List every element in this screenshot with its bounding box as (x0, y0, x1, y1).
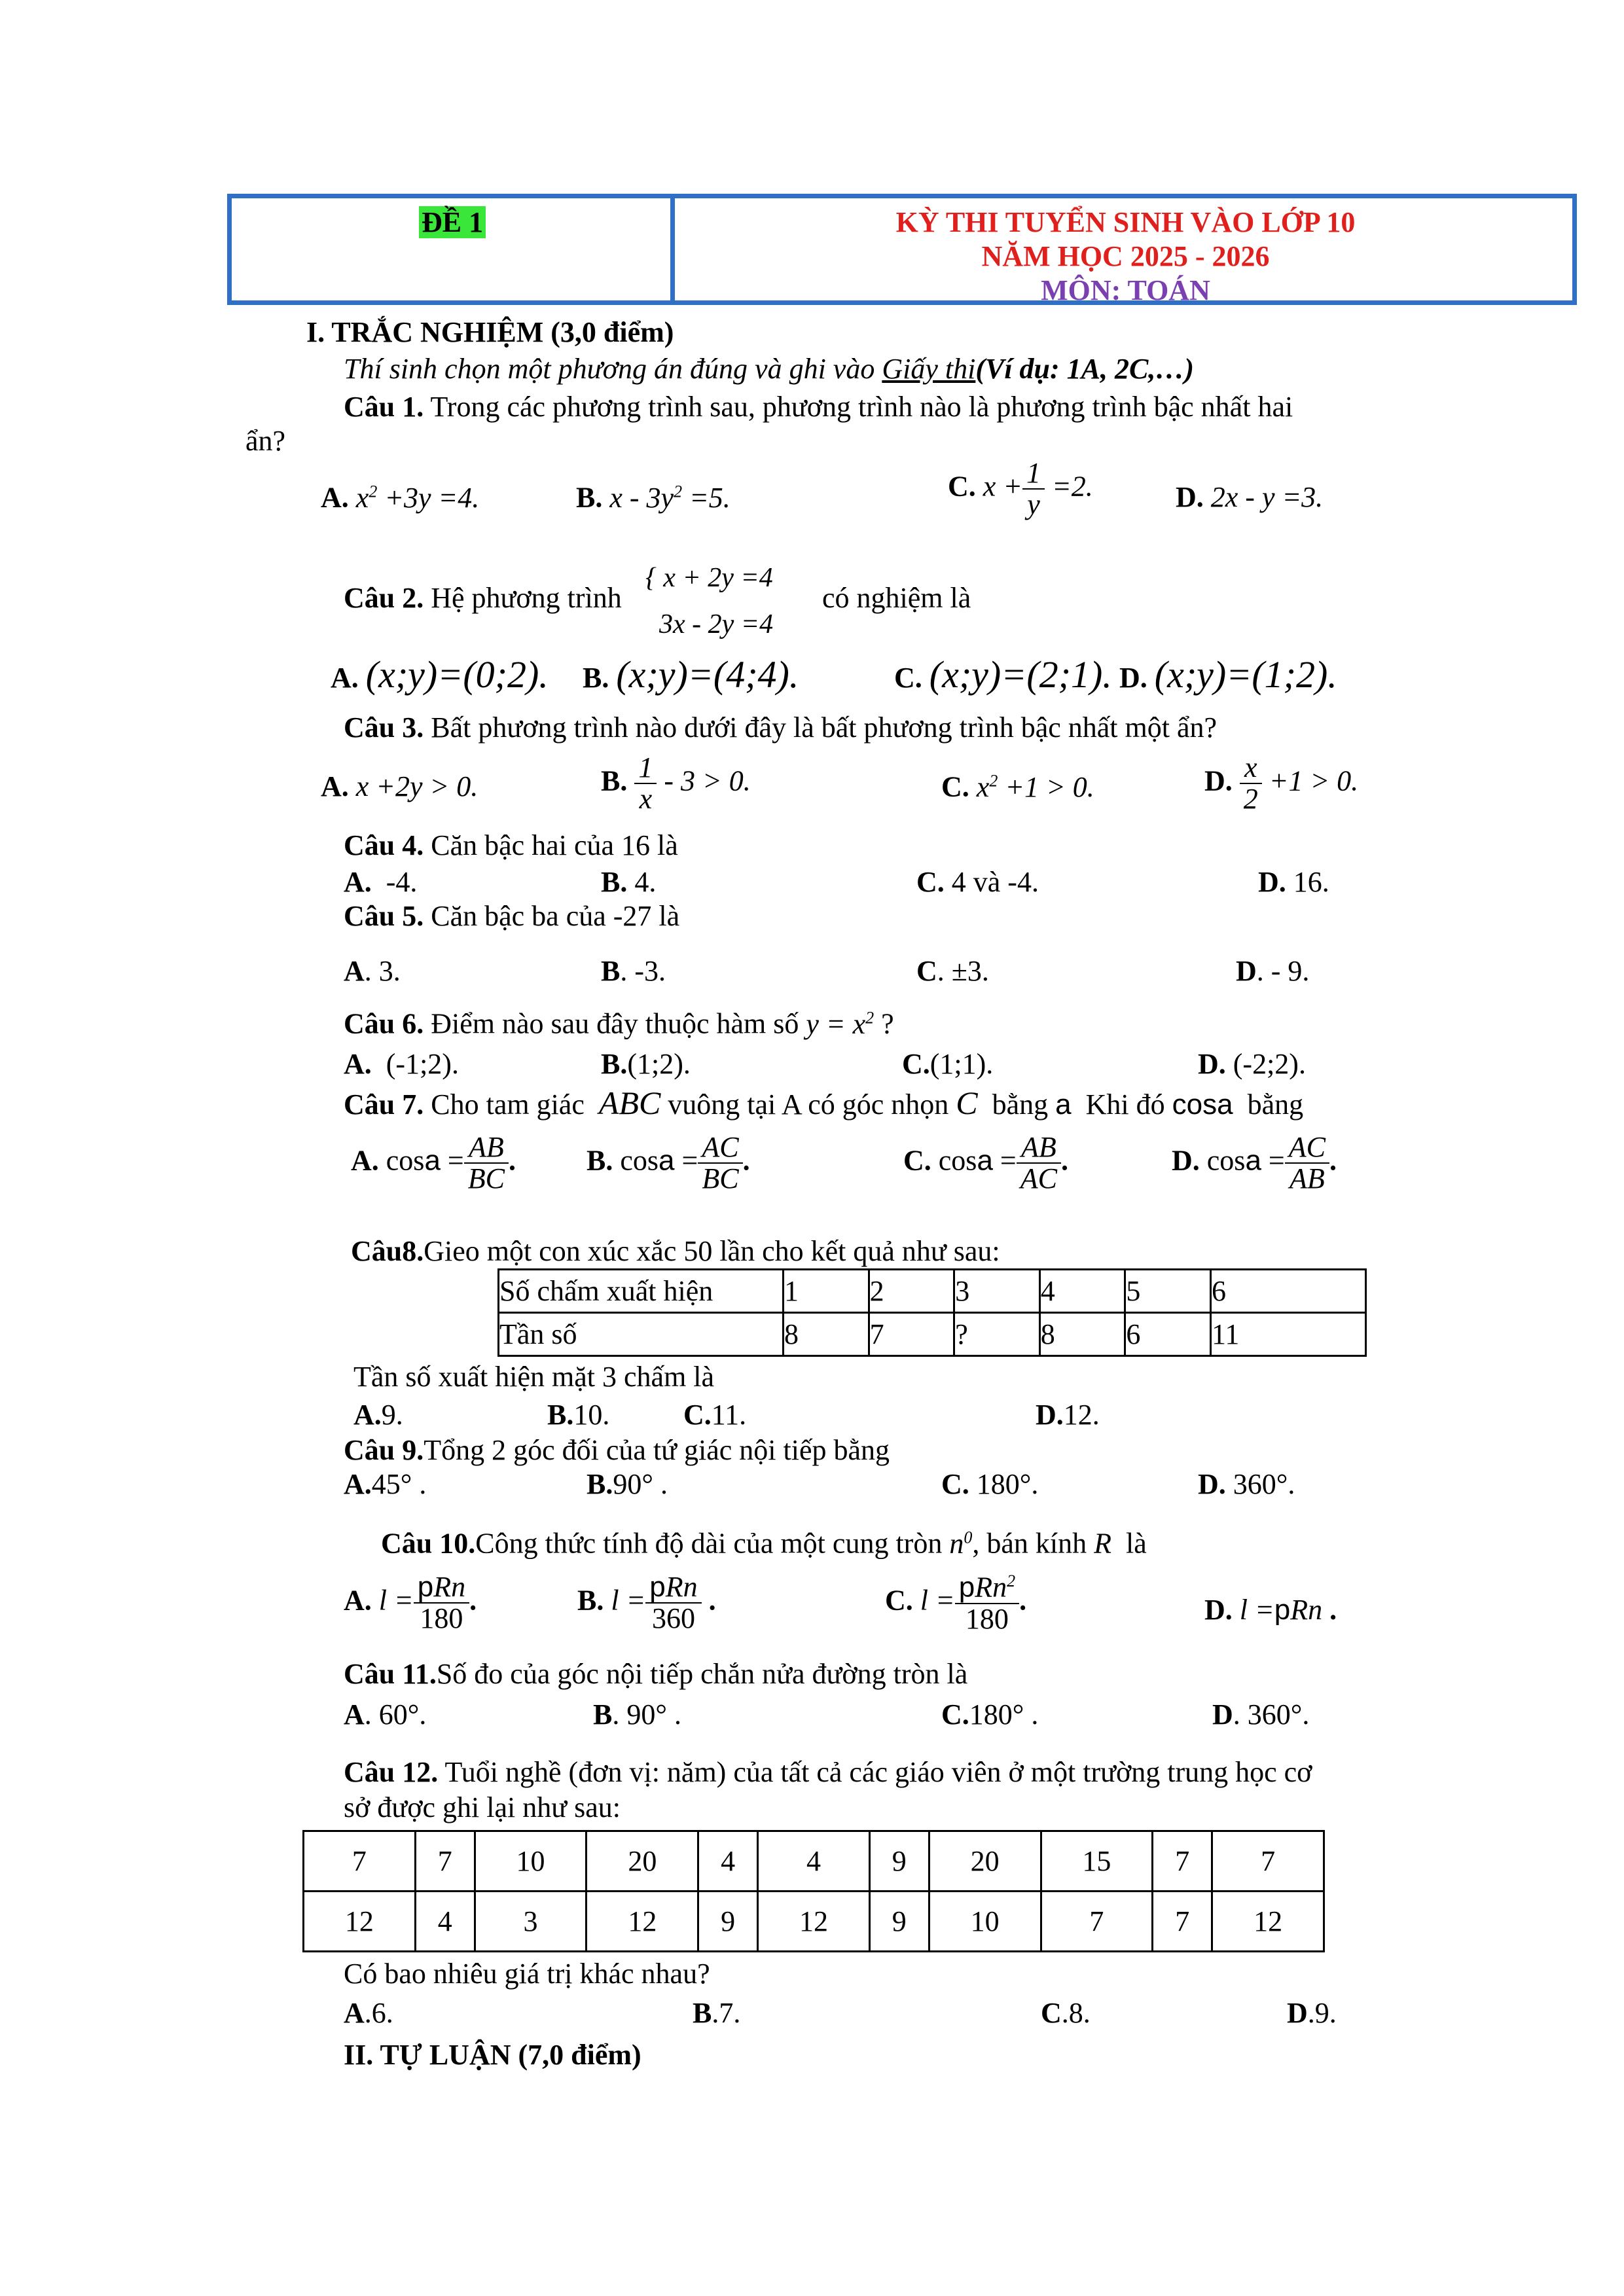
table-cell: 10 (475, 1831, 586, 1892)
table-cell: 8 (1039, 1313, 1125, 1356)
q4-option-d: D. 16. (1258, 866, 1329, 898)
q11-stem: Câu 11.Số đo của góc nội tiếp chắn nửa đường tròn là (344, 1658, 968, 1690)
table-cell: 20 (586, 1831, 698, 1892)
q6-option-c: C.(1;1). (902, 1048, 994, 1080)
school-year: NĂM HỌC 2025 - 2026 (981, 240, 1270, 272)
q9-option-b: B.90° . (586, 1468, 668, 1500)
section-2-title: II. TỰ LUẬN (7,0 điểm) (344, 2039, 641, 2071)
exam-code: ĐỀ 1 (419, 208, 486, 237)
q8-option-c: C.11. (683, 1399, 747, 1431)
table-cell: 4 (1039, 1270, 1125, 1313)
table-cell: 7 (869, 1313, 954, 1356)
q3-stem: Câu 3. Bất phương trình nào dưới đây là bất phương trình bậc nhất một ẩn? (344, 711, 1218, 744)
q6-option-a: A. (-1;2). (344, 1048, 459, 1080)
q1-stem: Câu 1. Trong các phương trình sau, phương trình nào là phương trình bậc nhất hai (344, 391, 1293, 423)
q6-option-d: D. (-2;2). (1198, 1048, 1306, 1080)
table-cell: 11 (1210, 1313, 1365, 1356)
q10-option-c: C. l = $\frac{pRn^2}{180}$ . (885, 1571, 1027, 1635)
table-cell: 12 (758, 1892, 870, 1952)
table-cell: 6 (1210, 1270, 1365, 1313)
q2-stem-cont: có nghiệm là (822, 582, 971, 614)
q2-stem: Câu 2. Hệ phương trình (344, 582, 622, 614)
table-cell: 7 (415, 1831, 475, 1892)
q8-option-a: A.9. (353, 1399, 403, 1431)
table-cell: 3 (954, 1270, 1040, 1313)
q1-option-b: B. $x - 3y^2 =5$. (576, 481, 731, 514)
q3-option-d: D. $\frac{x}{2}$ +1 > 0. (1204, 751, 1359, 816)
q9-stem: Câu 9.Tổng 2 góc đối của tứ giác nội tiếp bằng (344, 1434, 890, 1466)
q2-option-a: A. (x;y)=(0;2). (331, 653, 549, 696)
q11-option-d: D. 360°. (1212, 1698, 1310, 1731)
q6-stem: Câu 6. Điểm nào sau đây thuộc hàm số $y = x^2$ ? (344, 1007, 894, 1040)
table-cell: Tần số (499, 1313, 784, 1356)
q3-option-b: B. $\frac{1}{x}$ - 3 > 0. (601, 751, 751, 816)
q5-stem: Câu 5. Căn bậc ba của -27 là (344, 900, 680, 932)
q4-stem: Câu 4. Căn bậc hai của 16 là (344, 829, 678, 861)
q12-option-d: D.9. (1287, 1997, 1337, 2029)
q10-option-a: A. l = $\frac{\text{pRn}}{180}$ . (344, 1571, 477, 1635)
q1-stem-cont: ẩn? (245, 425, 286, 457)
q5-option-b: B. -3. (601, 955, 666, 987)
dice-table (497, 1268, 1367, 1357)
q6-option-b: B.(1;2). (601, 1048, 691, 1080)
table-cell: Số chấm xuất hiện (499, 1270, 784, 1313)
q2-option-c: C. (x;y)=(2;1). (894, 653, 1112, 696)
q2-option-d: D. (x;y)=(1;2). (1119, 653, 1337, 696)
teacher-years-table (302, 1830, 1325, 1952)
q9-option-c: C. 180°. (941, 1468, 1039, 1500)
table-cell: 2 (869, 1270, 954, 1313)
q8-option-d: D.12. (1036, 1399, 1100, 1431)
q8-option-b: B.10. (547, 1399, 610, 1431)
table-cell: 1 (784, 1270, 869, 1313)
q8-ask: Tần số xuất hiện mặt 3 chấm là (353, 1361, 715, 1393)
q3-option-c: C. $x^2 +1 > 0$. (941, 770, 1094, 803)
table-cell: 4 (415, 1892, 475, 1952)
subject: MÔN: TOÁN (1041, 274, 1210, 306)
q10-option-d: D. l =pRn . (1204, 1594, 1337, 1626)
q11-option-c: C.180° . (941, 1698, 1039, 1731)
q7-option-d: D. cosa = $\frac{AC}{AB}$ . (1172, 1131, 1337, 1195)
exam-title: KỲ THI TUYỂN SINH VÀO LỚP 10 (895, 206, 1356, 238)
section-1-title: I. TRẮC NGHIỆM (3,0 điểm) (306, 316, 674, 348)
table-cell: ? (954, 1313, 1040, 1356)
q10-stem: Câu 10.Công thức tính độ dài của một cung tròn $n^0$, bán kính R là (381, 1527, 1147, 1560)
table-cell: 6 (1125, 1313, 1211, 1356)
q7-option-c: C. cosa = $\frac{AB}{AC}$ . (903, 1131, 1068, 1195)
q9-option-d: D. 360°. (1198, 1468, 1295, 1500)
q1-option-d: D. 2x - y =3. (1176, 481, 1324, 513)
instruction: Thí sinh chọn một phương án đúng và ghi vào Giấy thi(Ví dụ: 1A, 2C,…) (344, 353, 1195, 385)
table-cell: 12 (304, 1892, 416, 1952)
table-cell: 3 (475, 1892, 586, 1952)
q8-stem: Câu8.Gieo một con xúc xắc 50 lần cho kết quả như sau: (351, 1235, 1000, 1267)
table-cell: 10 (929, 1892, 1041, 1952)
q5-option-a: A. 3. (344, 955, 401, 987)
q12-option-a: A.6. (344, 1997, 393, 2029)
table-cell: 7 (1153, 1892, 1212, 1952)
q7-option-b: B. cosa = $\frac{AC}{BC}$ . (586, 1131, 750, 1195)
q7-stem: Câu 7. Cho tam giác ABC vuông tại A có góc nhọn C bằng a Khi đó cosa bằng (344, 1085, 1304, 1121)
q4-option-b: B. 4. (601, 866, 657, 898)
q12-stem: Câu 12. Tuổi nghề (đơn vị: năm) của tất cả các giáo viên ở một trường trung học cơ (344, 1756, 1312, 1788)
table-cell: 4 (698, 1831, 758, 1892)
table-cell: 7 (1153, 1831, 1212, 1892)
q1-option-a: A. $x^2 +3y =4$. (321, 481, 480, 514)
table-cell: 12 (586, 1892, 698, 1952)
q11-option-a: A. 60°. (344, 1698, 427, 1731)
table-cell: 9 (869, 1892, 929, 1952)
q10-option-b: B. l = $\frac{\text{pRn}}{360}$ . (577, 1571, 716, 1635)
q1-option-c: C. x + $\frac{1}{y}$ =2. (948, 457, 1093, 521)
table-cell: 7 (1041, 1892, 1153, 1952)
table-cell: 4 (758, 1831, 870, 1892)
q5-option-d: D. - 9. (1236, 955, 1310, 987)
table-cell: 7 (1212, 1831, 1324, 1892)
table-cell: 8 (784, 1313, 869, 1356)
table-cell: 20 (929, 1831, 1041, 1892)
q2-system: { x + 2y =4 3x - 2y =4 (645, 563, 774, 640)
q12-option-b: B.7. (693, 1997, 741, 2029)
q4-option-c: C. 4 và -4. (916, 866, 1039, 898)
q12-stem-cont: sở được ghi lại như sau: (344, 1791, 621, 1823)
table-cell: 5 (1125, 1270, 1211, 1313)
q2-option-b: B. (x;y)=(4;4). (583, 653, 799, 696)
q7-option-a: A. cosa = $\frac{AB}{BC}$ . (351, 1131, 516, 1195)
table-cell: 9 (698, 1892, 758, 1952)
table-cell: 15 (1041, 1831, 1153, 1892)
table-cell: 7 (304, 1831, 416, 1892)
q12-ask: Có bao nhiêu giá trị khác nhau? (344, 1958, 710, 1990)
q3-option-a: A. x +2y > 0. (321, 770, 478, 802)
q11-option-b: B. 90° . (593, 1698, 681, 1731)
table-cell: 12 (1212, 1892, 1324, 1952)
q5-option-c: C. ±3. (916, 955, 989, 987)
q12-option-c: C.8. (1041, 1997, 1091, 2029)
table-cell: 9 (869, 1831, 929, 1892)
q9-option-a: A.45° . (344, 1468, 427, 1500)
q4-option-a: A. -4. (344, 866, 418, 898)
